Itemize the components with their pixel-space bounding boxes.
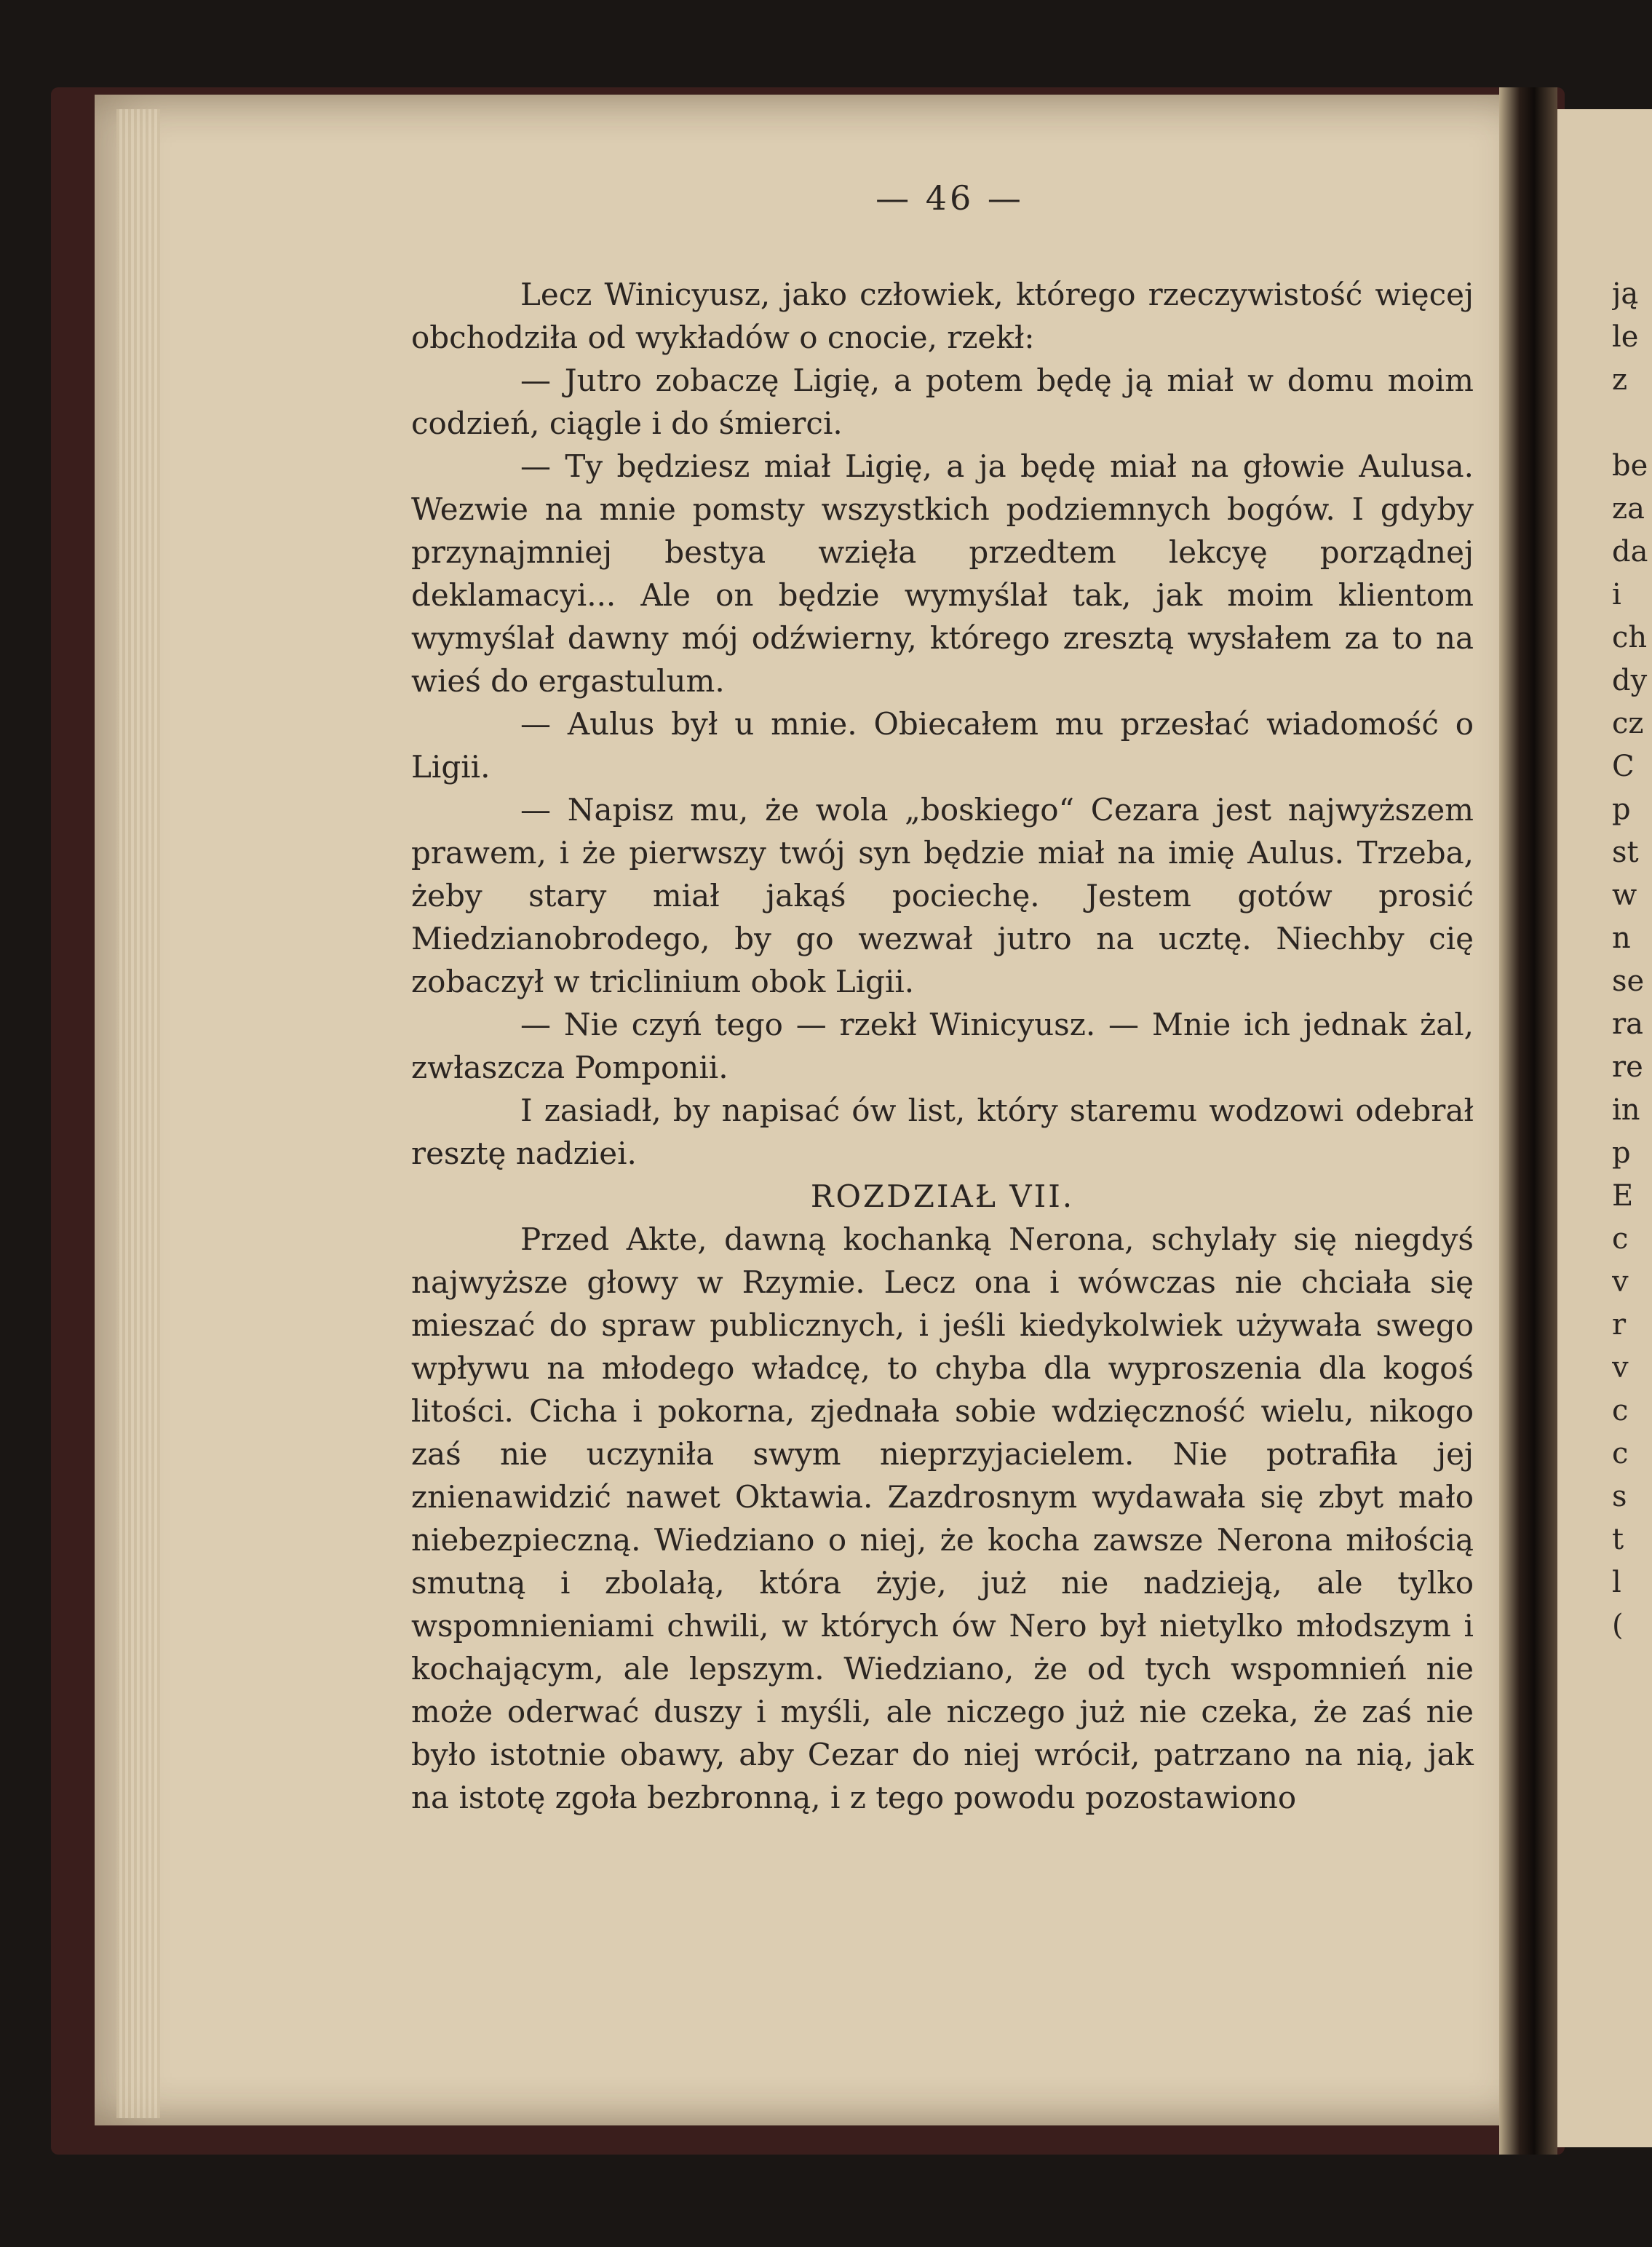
- facing-page-line: r: [1612, 1308, 1627, 1342]
- facing-page-line: st: [1612, 836, 1639, 869]
- paragraph: Przed Akte, dawną kochanką Nerona, schylały się niegdyś najwyższe głowy w Rzymie. Lecz ona i wówczas nie chciała się mieszać do spraw publicznych, i jeśli kiedykolwiek używała swego wpływu na młodego władcę, to chyba dla wyproszenia dla kogoś litości. Cicha i pokorna, zjednała sobie wdzięczność wielu, nikogo zaś nie uczyniła swym nieprzyjacielem. Nie potrafiła jej znienawidzić nawet Oktawia. Zazdrosnym wydawała się zbyt mało niebezpieczną. Wiedziano o niej, że kocha zawsze Nerona miłością smutną i zbolałą, która żyje, już nie nadzieją, ale tylko wspomnieniami chwili, w których ów Nero był nietylko młodszym i kochającym, ale lepszym. Wiedziano, że od tych wspomnień nie może oderwać duszy i myśli, ale niczego już nie czeka, że zaś nie było istotnie obawy, aby Cezar do niej wrócił, patrzano na nią, jak na istotę zgoła bezbronną, i z tego powodu pozostawiono: [411, 1221, 1474, 1815]
- page-edges: [116, 109, 160, 2118]
- facing-page-line: t: [1612, 1523, 1624, 1556]
- facing-page-line: da: [1612, 535, 1648, 568]
- facing-page-line: se: [1612, 964, 1645, 998]
- facing-page-line: p: [1612, 1136, 1631, 1170]
- paragraph: — Nie czyń tego — rzekł Winicyusz. — Mnie ich jednak żal, zwłaszcza Pomponii.: [411, 1007, 1474, 1085]
- page-number: — 46 —: [875, 178, 1024, 218]
- facing-page-line: be: [1612, 449, 1648, 483]
- facing-page-line: C: [1612, 750, 1635, 783]
- text-block: [411, 273, 1474, 1819]
- facing-page-line: in: [1612, 1093, 1640, 1127]
- facing-page-line: le: [1612, 320, 1639, 354]
- facing-page-text: [1612, 273, 1652, 1647]
- facing-page-line: [1612, 402, 1652, 445]
- facing-page-line: cz: [1612, 707, 1644, 740]
- paragraph: — Aulus był u mnie. Obiecałem mu przesłać wiadomość o Ligii.: [411, 706, 1474, 785]
- paragraph: — Jutro zobaczę Ligię, a potem będę ją miał w domu moim codzień, ciągle i do śmierci.: [411, 362, 1474, 441]
- facing-page-line: ją: [1612, 277, 1639, 311]
- facing-page-line: l: [1612, 1566, 1621, 1599]
- facing-page-line: (: [1612, 1609, 1624, 1642]
- facing-page-line: s: [1612, 1480, 1627, 1513]
- book-gutter: [1499, 87, 1557, 2155]
- facing-page-line: re: [1612, 1050, 1643, 1084]
- facing-page-line: z: [1612, 363, 1628, 397]
- facing-page-line: w: [1612, 879, 1637, 912]
- paragraph: Lecz Winicyusz, jako człowiek, którego rzeczywistość więcej obchodziła od wykładów o cnocie, rzekł:: [411, 277, 1474, 355]
- facing-page-line: ch: [1612, 621, 1648, 654]
- facing-page-line: dy: [1612, 664, 1648, 697]
- facing-page-line: c: [1612, 1394, 1629, 1427]
- facing-page-line: ra: [1612, 1007, 1643, 1041]
- facing-page-line: E: [1612, 1179, 1634, 1213]
- facing-page-line: c: [1612, 1222, 1629, 1256]
- facing-page-line: i: [1612, 578, 1621, 611]
- facing-page-line: n: [1612, 922, 1631, 955]
- paragraph: — Napisz mu, że wola „boskiego“ Cezara jest najwyższem prawem, i że pierwszy twój syn będzie miał na imię Aulus. Trzeba, żeby stary miał jakąś pociechę. Jestem gotów prosić Miedzianobrodego, by go wezwał jutro na ucztę. Niechby cię zobaczył w triclinium obok Ligii.: [411, 792, 1474, 999]
- facing-page-line: v: [1612, 1265, 1629, 1299]
- facing-page-line: c: [1612, 1437, 1629, 1470]
- chapter-title: ROZDZIAŁ VII.: [810, 1178, 1075, 1214]
- facing-page-line: v: [1612, 1351, 1629, 1384]
- facing-page-line: p: [1612, 793, 1631, 826]
- facing-page-line: za: [1612, 492, 1645, 526]
- paragraph: — Ty będziesz miał Ligię, a ja będę miał na głowie Aulusa. Wezwie na mnie pomsty wszystkich podziemnych bogów. I gdyby przynajmniej bestya wzięła przedtem lekcyę porządnej deklamacyi... Ale on będzie wymyślał tak, jak moim klientom wymyślał dawny mój odźwierny, którego zresztą wysłałem za to na wieś do ergastulum.: [411, 448, 1474, 699]
- paragraph: I zasiadł, by napisać ów list, który staremu wodzowi odebrał resztę nadziei.: [411, 1093, 1474, 1171]
